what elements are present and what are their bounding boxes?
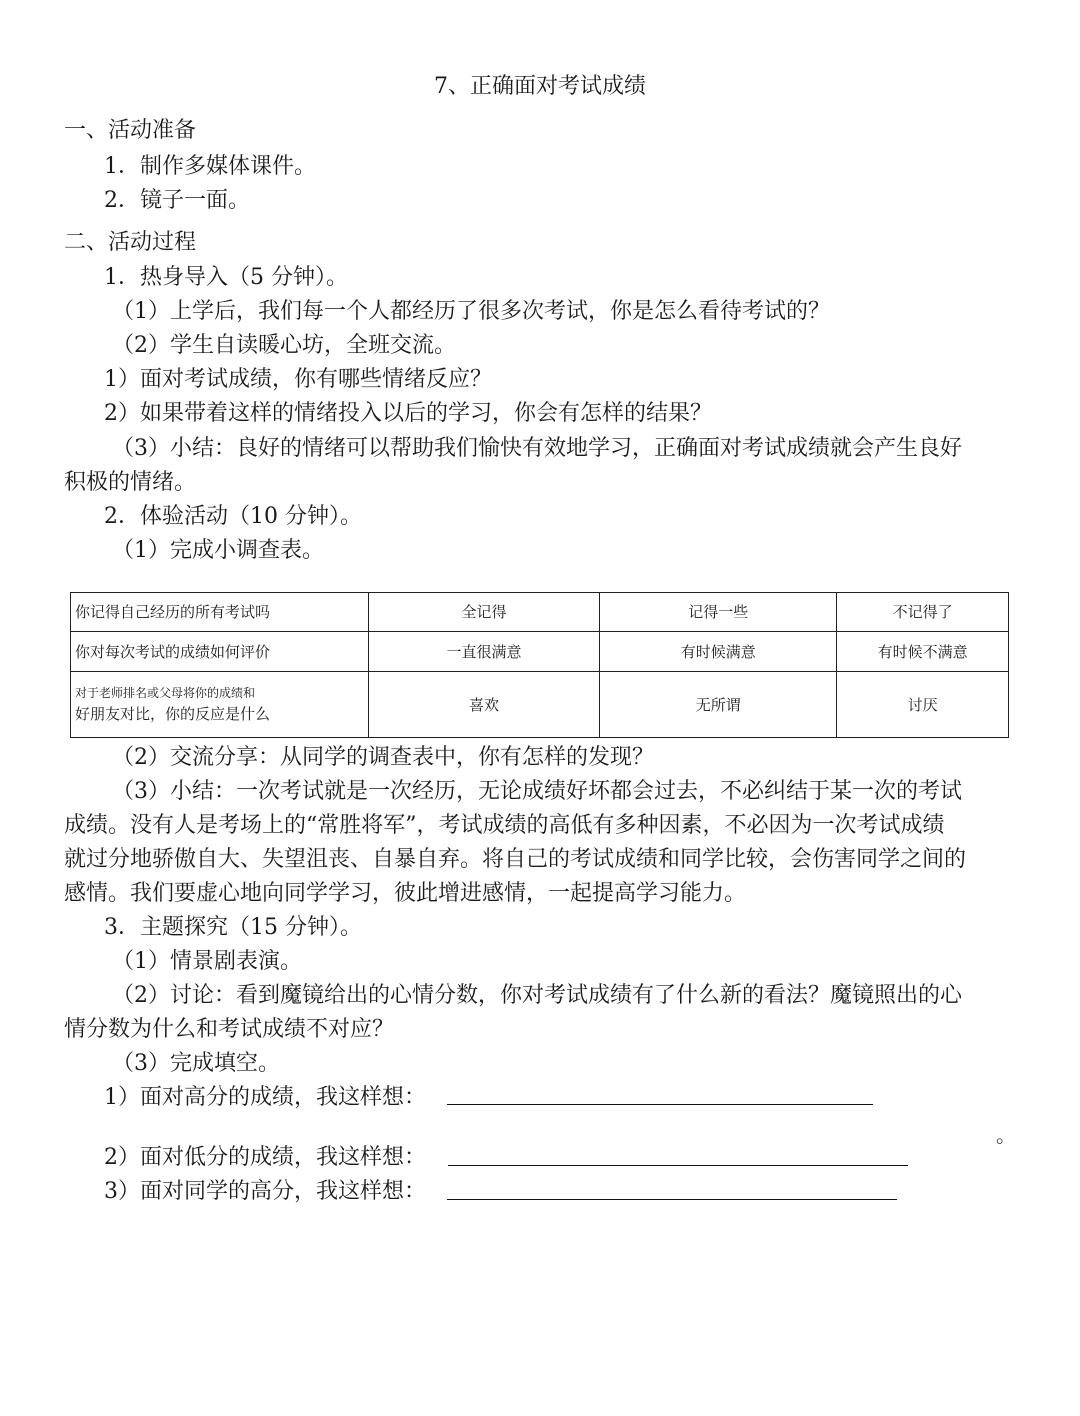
process-heading: 二、活动过程 [64, 230, 197, 255]
fill-prompt-3: 3）面对同学的高分，我这样想： [104, 1179, 426, 1204]
survey-option: 记得一些 [600, 593, 837, 632]
prep-item-2: 2．镜子一面。 [104, 188, 250, 213]
explore-q3: （3）完成填空。 [112, 1051, 280, 1076]
survey-question: 你对每次考试的成绩如何评价 [71, 632, 369, 672]
fill-blank-3[interactable] [447, 1199, 897, 1200]
survey-option: 不记得了 [837, 593, 1009, 632]
warmup-sub1: 1）面对考试成绩，你有哪些情绪反应？ [104, 367, 492, 392]
experience-summary-line2: 成绩。没有人是考场上的“常胜将军”，考试成绩的高低有多种因素，不必因为一次考试成绩 [64, 813, 945, 838]
survey-question-line1: 对于老师排名或父母将你的成绩和 [75, 685, 256, 700]
experience-q2: （2）交流分享：从同学的调查表中，你有怎样的发现？ [112, 745, 654, 770]
fill-prompt-1: 1）面对高分的成绩，我这样想： [104, 1085, 426, 1110]
survey-question: 你记得自己经历的所有考试吗 [71, 593, 369, 632]
survey-option: 有时候不满意 [837, 632, 1009, 672]
warmup-summary-line2: 积极的情绪。 [64, 470, 197, 495]
warmup-q2: （2）学生自读暖心坊，全班交流。 [112, 333, 456, 358]
experience-summary-line3: 就过分地骄傲自大、失望沮丧、自暴自弃。将自己的考试成绩和同学比较，会伤害同学之间的 [64, 847, 967, 872]
experience-q1: （1）完成小调查表。 [112, 538, 324, 563]
prep-heading: 一、活动准备 [64, 118, 197, 143]
experience-summary-line4: 感情。我们要虚心地向同学学习，彼此增进感情，一起提高学习能力。 [64, 881, 747, 906]
explore-q1: （1）情景剧表演。 [112, 949, 302, 974]
survey-question-line2: 好朋友对比，你的反应是什么 [75, 704, 271, 723]
survey-option: 有时候满意 [600, 632, 837, 672]
survey-table [70, 592, 1009, 738]
fill-blank-2[interactable] [448, 1165, 908, 1166]
warmup-sub2: 2）如果带着这样的情绪投入以后的学习，你会有怎样的结果？ [104, 401, 712, 426]
warmup-heading: 1．热身导入（5 分钟）。 [104, 265, 348, 290]
warmup-q1: （1）上学后，我们每一个人都经历了很多次考试，你是怎么看待考试的？ [112, 299, 830, 324]
page-title: 7、正确面对考试成绩 [434, 74, 646, 99]
survey-option: 无所谓 [600, 672, 837, 738]
fill-blank-1[interactable] [447, 1104, 873, 1105]
survey-option: 一直很满意 [368, 632, 600, 672]
warmup-summary-line1: （3）小结：良好的情绪可以帮助我们愉快有效地学习，正确面对考试成绩就会产生良好 [112, 436, 962, 461]
explore-q2-line1: （2）讨论：看到魔镜给出的心情分数，你对考试成绩有了什么新的看法？魔镜照出的心 [112, 983, 962, 1008]
explore-q2-line2: 情分数为什么和考试成绩不对应？ [64, 1017, 395, 1042]
experience-summary-line1: （3）小结：一次考试就是一次经历，无论成绩好坏都会过去，不必纠结于某一次的考试 [112, 779, 962, 804]
prep-item-1: 1．制作多媒体课件。 [104, 154, 316, 179]
fill-prompt-2: 2）面对低分的成绩，我这样想： [104, 1145, 426, 1170]
table-row [71, 593, 1009, 632]
explore-heading: 3．主题探究（15 分钟）。 [104, 915, 362, 940]
survey-option: 喜欢 [368, 672, 600, 738]
experience-heading: 2．体验活动（10 分钟）。 [104, 504, 362, 529]
survey-option: 讨厌 [837, 672, 1009, 738]
table-row [71, 672, 1009, 738]
table-row [71, 632, 1009, 672]
survey-question [71, 672, 369, 738]
fill-end-period: 。 [996, 1123, 1016, 1147]
survey-option: 全记得 [368, 593, 600, 632]
